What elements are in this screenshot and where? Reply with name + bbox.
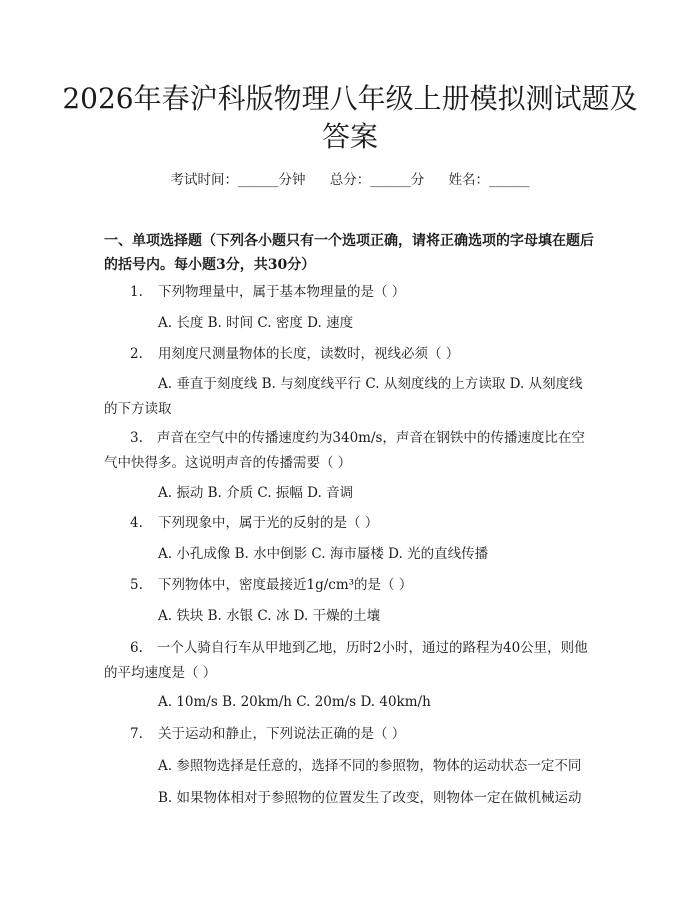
total-score: 总分：______分 [329,172,425,188]
question-7-option-a: A. 参照物选择是任意的，选择不同的参照物，物体的运动状态一定不同 [158,758,582,774]
exam-info [0,168,700,188]
question-stem: 下列现象中，属于光的反射的是（ ） [158,515,379,531]
question-6-options: A. 10m/s B. 20km/h C. 20m/s D. 40km/h [158,694,431,710]
question-1-options: A. 长度 B. 时间 C. 密度 D. 速度 [158,315,354,331]
question-3 [104,426,592,476]
exam-time: 考试时间：______分钟 [170,172,306,188]
question-stem: 声音在空气中的传播速度约为340m/s，声音在钢铁中的传播速度比在空气中快得多。这说明声音的传播需要（ ） [104,430,585,471]
question-3-options: A. 振动 B. 介质 C. 振幅 D. 音调 [158,485,354,501]
question-stem: 下列物体中，密度最接近1g/cm³的是（ ） [158,577,413,593]
section-heading: 一、单项选择题（下列各小题只有一个选项正确，请将正确选项的字母填在题后的括号内。每小题3分，共30分） [104,233,594,273]
question-4-options: A. 小孔成像 B. 水中倒影 C. 海市蜃楼 D. 光的直线传播 [158,546,489,562]
question-number: 2. [130,346,143,362]
question-number: 4. [130,515,143,531]
question-number: 3. [130,430,143,446]
question-number: 7. [130,726,143,742]
question-5-options: A. 铁块 B. 水银 C. 冰 D. 干燥的土壤 [158,608,381,624]
question-7-option-b: B. 如果物体相对于参照物的位置发生了改变，则物体一定在做机械运动 [158,790,582,806]
document-title: 2026年春沪科版物理八年级上册模拟测试题及答案 [62,82,638,153]
question-stem: 用刻度尺测量物体的长度，读数时，视线必须（ ） [158,346,460,362]
question-6 [104,636,592,686]
student-name: 姓名：______ [448,172,530,188]
question-stem: 下列物理量中，属于基本物理量的是（ ） [158,284,406,300]
question-2-options: A. 垂直于刻度线 B. 与刻度线平行 C. 从刻度线的上方读取 D. 从刻度线的下方读取 [104,376,583,417]
question-number: 5. [130,577,143,593]
question-number: 1. [130,284,143,300]
question-stem: 关于运动和静止，下列说法正确的是（ ） [158,726,406,742]
question-number: 6. [130,640,143,656]
question-stem: 一个人骑自行车从甲地到乙地，历时2小时，通过的路程为40公里，则他的平均速度是（ ） [104,640,588,681]
